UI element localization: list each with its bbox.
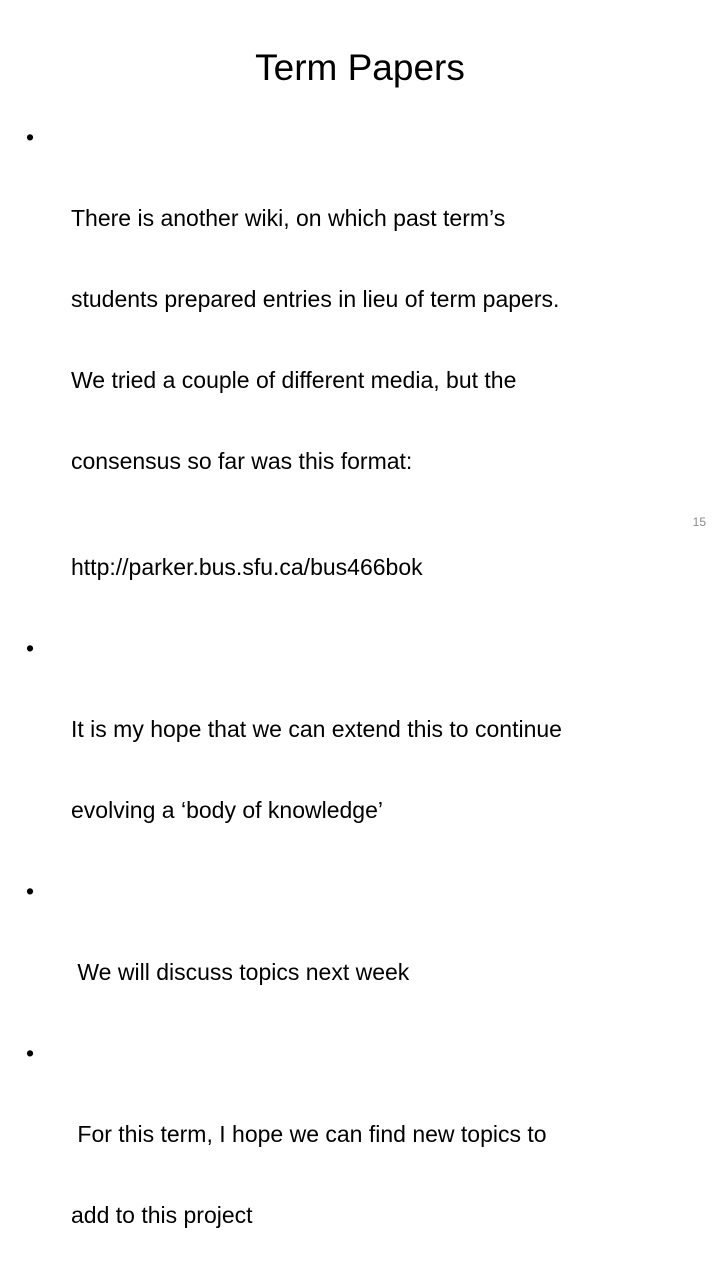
- bullet-list: [26, 124, 706, 1283]
- bullet-text-line: It is my hope that we can extend this to continue: [71, 716, 562, 742]
- bullet-text-line: We will discuss topics next week: [71, 959, 410, 985]
- bullet-icon: •: [26, 124, 35, 150]
- bullet-text-line: evolving a ‘body of knowledge’: [71, 797, 383, 823]
- wiki-url-link[interactable]: http://parker.bus.sfu.ca/bus466bok: [71, 554, 423, 580]
- bullet-text-line: consensus so far was this format:: [71, 448, 413, 474]
- bullet-text-line: We tried a couple of different media, but the: [71, 367, 517, 393]
- bullet-text-line: There is another wiki, on which past term’s: [71, 205, 506, 231]
- bullet-item: [26, 635, 706, 878]
- slide-title: Term Papers: [255, 47, 465, 88]
- bullet-icon: •: [26, 1040, 35, 1066]
- bullet-text-line: For this term, I hope we can find new topics to: [71, 1121, 547, 1147]
- bullet-text-line: add to this project: [71, 1202, 253, 1228]
- bullet-item: [26, 124, 706, 635]
- bullet-icon: •: [26, 878, 35, 904]
- bullet-text-line: students prepared entries in lieu of term papers.: [71, 286, 560, 312]
- bullet-item: [26, 878, 706, 1040]
- bullet-item: [26, 1040, 706, 1283]
- bullet-icon: •: [26, 635, 35, 661]
- page-number: 15: [692, 515, 706, 529]
